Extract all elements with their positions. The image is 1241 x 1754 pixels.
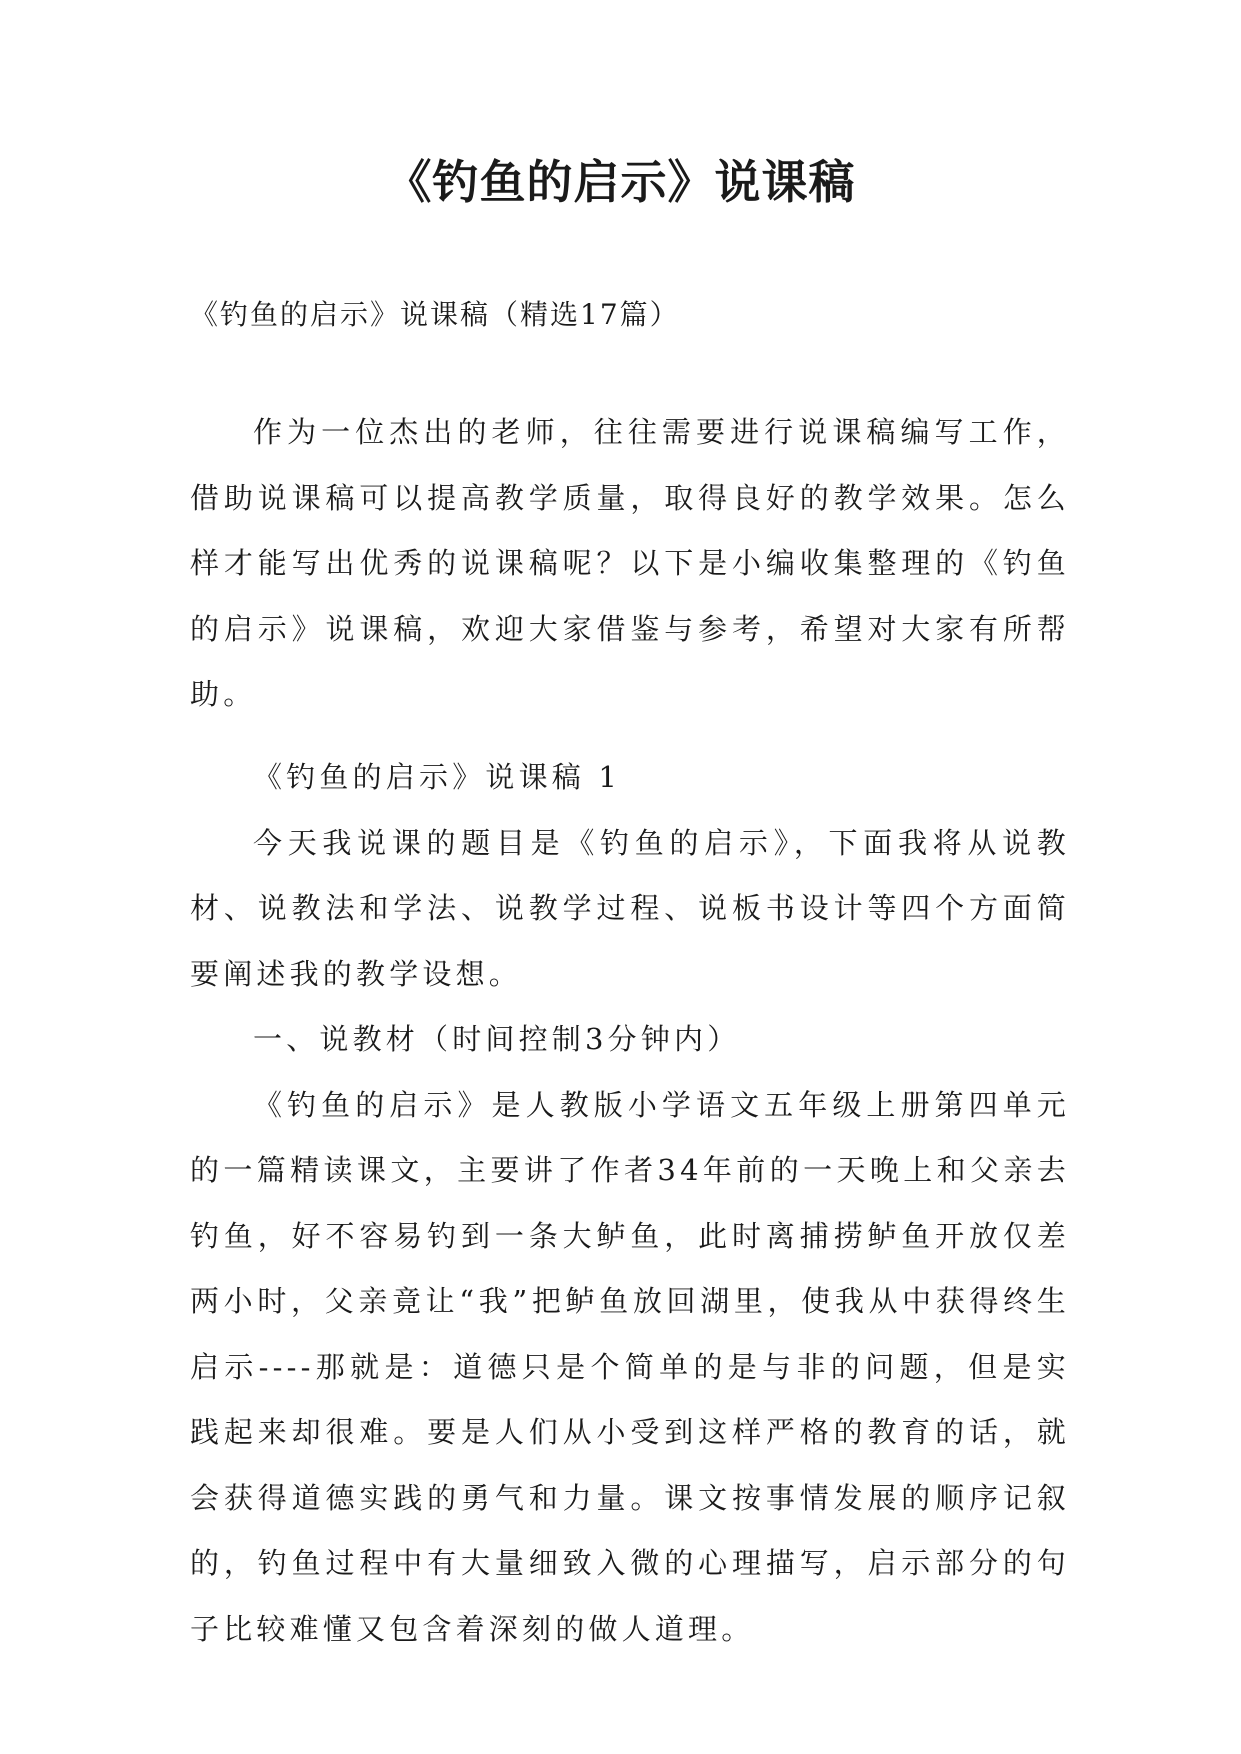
section-1-paragraph-3: 《钓鱼的启示》是人教版小学语文五年级上册第四单元的一篇精读课文，主要讲了作者34年前的一天晚上和父亲去钓鱼，好不容易钓到一条大鲈鱼，此时离捕捞鲈鱼开放仅差两小时，父亲竟让“我”把鲈鱼放回湖里，使我从中获得终生启示----那就是：道德只是个简单的是与非的问题，但是实践起来却很难。要是人们从小受到这样严格的教育的话，就会获得道德实践的勇气和力量。课文按事情发展的顺序记叙的，钓鱼过程中有大量细致入微的心理描写，启示部分的句子比较难懂又包含着深刻的做人道理。 xyxy=(190,1087,1070,1646)
section-1 xyxy=(190,745,1070,1662)
section-1-paragraph-2: 一、说教材（时间控制3分钟内） xyxy=(253,1022,741,1056)
section-1-paragraph-1: 今天我说课的题目是《钓鱼的启示》，下面我将从说教材、说教法和学法、说教学过程、说板书设计等四个方面简要阐述我的教学设想。 xyxy=(190,825,1070,991)
document-subtitle: 《钓鱼的启示》说课稿（精选17篇） xyxy=(190,298,680,331)
document-title: 《钓鱼的启示》说课稿 xyxy=(385,155,856,209)
intro-paragraph: 作为一位杰出的老师，往往需要进行说课稿编写工作，借助说课稿可以提高教学质量，取得良好的教学效果。怎么样才能写出优秀的说课稿呢？以下是小编收集整理的《钓鱼的启示》说课稿，欢迎大家借鉴与参考，希望对大家有所帮助。 xyxy=(190,415,1070,711)
section-1-heading: 《钓鱼的启示》说课稿 1 xyxy=(253,760,622,794)
